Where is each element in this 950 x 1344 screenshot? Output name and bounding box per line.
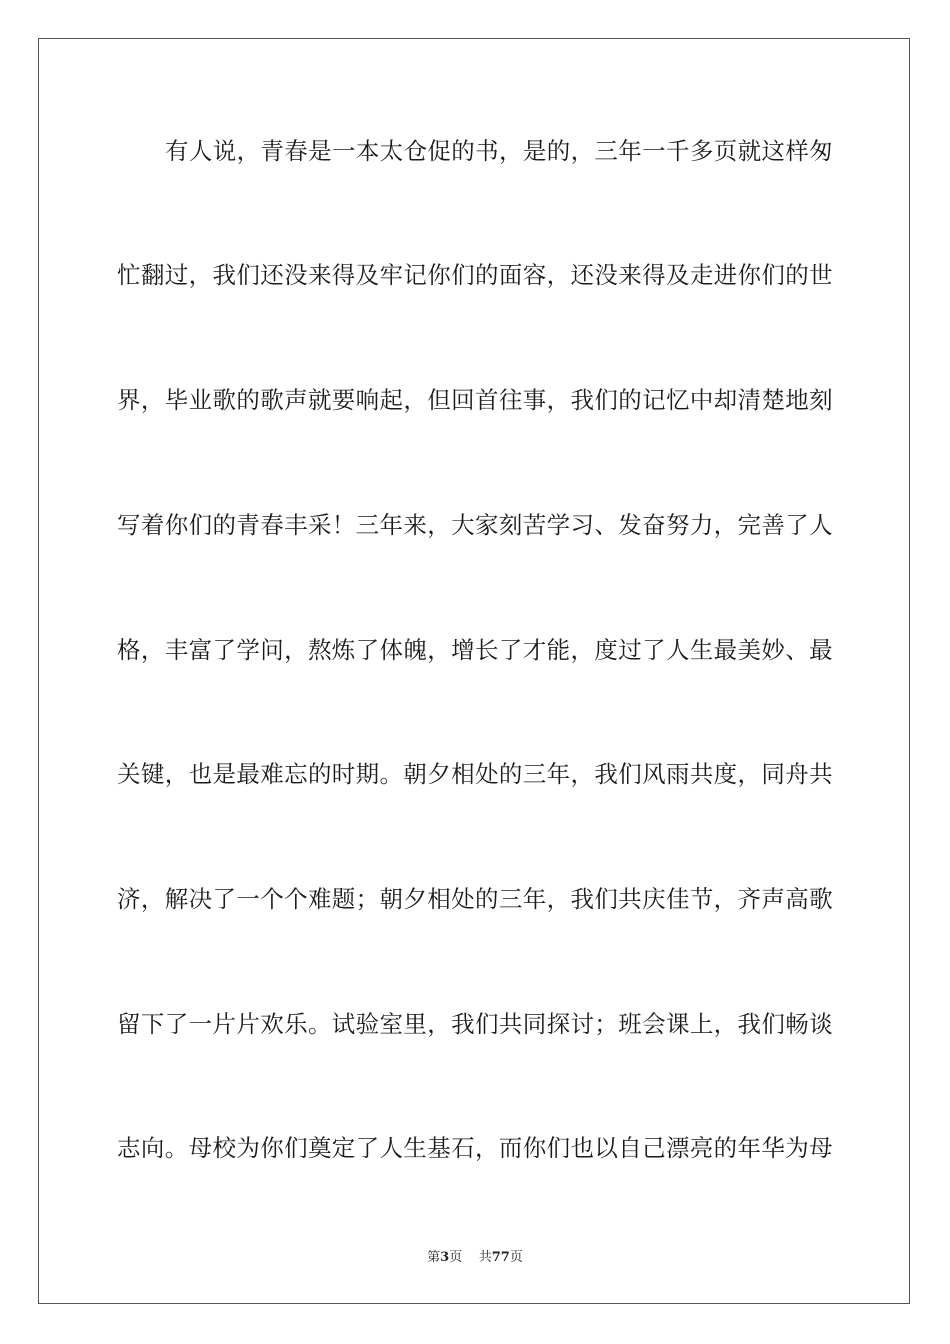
page-number: 3 xyxy=(440,1250,450,1265)
total-prefix: 共 xyxy=(478,1250,492,1265)
text-line: 写着你们的青春丰采！三年来，大家刻苦学习、发奋努力，完善了人 xyxy=(117,511,833,539)
page-border xyxy=(38,38,910,1304)
text-line: 关键，也是最难忘的时期。朝夕相处的三年，我们风雨共度，同舟共 xyxy=(117,760,833,788)
page-footer xyxy=(0,1246,950,1265)
text-line: 格，丰富了学问，熬炼了体魄，增长了才能，度过了人生最美妙、最 xyxy=(117,636,833,664)
text-line: 有人说，青春是一本太仓促的书，是的，三年一千多页就这样匆 xyxy=(165,137,833,165)
text-line: 留下了一片片欢乐。试验室里，我们共同探讨；班会课上，我们畅谈 xyxy=(117,1010,833,1038)
page-prefix: 第 xyxy=(427,1250,441,1265)
text-line: 界，毕业歌的歌声就要响起，但回首往事，我们的记忆中却清楚地刻 xyxy=(117,386,833,414)
text-line: 志向。母校为你们奠定了人生基石，而你们也以自己漂亮的年华为母 xyxy=(117,1134,833,1162)
text-line: 济，解决了一个个难题；朝夕相处的三年，我们共庆佳节，齐声高歌 xyxy=(117,885,833,913)
text-line: 忙翻过，我们还没来得及牢记你们的面容，还没来得及走进你们的世 xyxy=(117,261,833,289)
total-pages: 77 xyxy=(491,1250,510,1265)
total-suffix: 页 xyxy=(509,1250,523,1265)
page-suffix: 页 xyxy=(449,1250,463,1265)
